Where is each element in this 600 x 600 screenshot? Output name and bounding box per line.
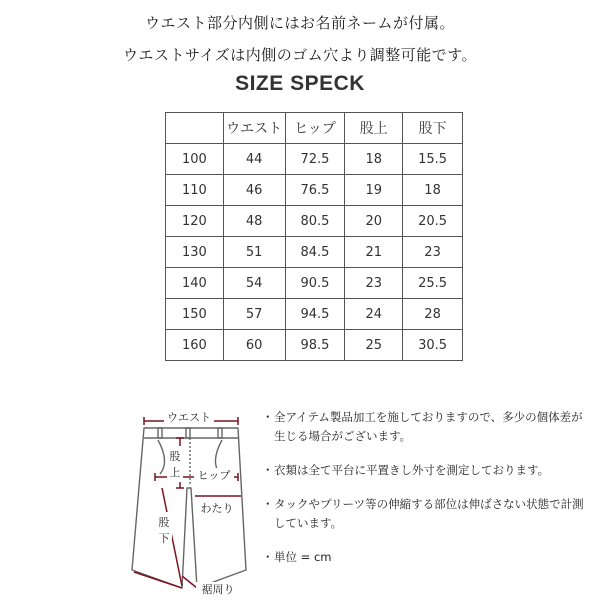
table-row [166, 237, 463, 268]
cell-waist: 57 [223, 299, 285, 330]
bullet-icon: ・ [262, 550, 274, 564]
label-rise-bottom: 上 [169, 466, 181, 479]
bullet-icon: ・ [262, 463, 274, 477]
label-inseam-top: 股 [158, 516, 170, 529]
cell-hip: 90.5 [285, 268, 345, 299]
cell-waist: 60 [223, 330, 285, 361]
cell-size: 140 [166, 268, 224, 299]
cell-size: 130 [166, 237, 224, 268]
table-row [166, 144, 463, 175]
cell-inseam: 23 [403, 237, 463, 268]
size-spec-title: SIZE SPECK [235, 72, 365, 95]
header-hip: ヒップ [285, 113, 345, 144]
table-row [166, 299, 463, 330]
cell-waist: 46 [223, 175, 285, 206]
label-hem: 裾周り [201, 583, 235, 596]
cell-waist: 44 [223, 144, 285, 175]
label-thigh: わたり [200, 502, 234, 515]
shorts-measurement-diagram [110, 402, 270, 598]
cell-waist: 54 [223, 268, 285, 299]
table-row [166, 175, 463, 206]
cell-rise: 19 [345, 175, 403, 206]
cell-rise: 21 [345, 237, 403, 268]
cell-hip: 98.5 [285, 330, 345, 361]
header-rise: 股上 [345, 113, 403, 144]
label-inseam-bottom: 下 [158, 532, 170, 545]
bullet-icon: ・ [262, 497, 274, 511]
header-inseam: 股下 [403, 113, 463, 144]
cell-inseam: 25.5 [403, 268, 463, 299]
cell-waist: 48 [223, 206, 285, 237]
header-size [166, 113, 224, 144]
note-item [262, 408, 592, 446]
cell-size: 120 [166, 206, 224, 237]
notes-list [262, 408, 592, 582]
label-waist: ウエスト [167, 411, 211, 424]
cell-rise: 23 [345, 268, 403, 299]
table-header-row [166, 113, 463, 144]
cell-size: 100 [166, 144, 224, 175]
cell-inseam: 30.5 [403, 330, 463, 361]
note-unit [262, 548, 592, 567]
cell-hip: 84.5 [285, 237, 345, 268]
note-item [262, 495, 592, 533]
table-row [166, 206, 463, 237]
cell-hip: 80.5 [285, 206, 345, 237]
cell-inseam: 15.5 [403, 144, 463, 175]
size-table [165, 112, 463, 361]
intro-line-1: ウエスト部分内側にはお名前ネームが付属。 [144, 14, 455, 32]
cell-size: 110 [166, 175, 224, 206]
cell-rise: 24 [345, 299, 403, 330]
cell-hip: 94.5 [285, 299, 345, 330]
cell-size: 150 [166, 299, 224, 330]
table-row [166, 268, 463, 299]
intro-line-2: ウエストサイズは内側のゴム穴より調整可能です。 [122, 46, 478, 64]
cell-size: 160 [166, 330, 224, 361]
cell-waist: 51 [223, 237, 285, 268]
cell-inseam: 20.5 [403, 206, 463, 237]
cell-inseam: 28 [403, 299, 463, 330]
cell-rise: 20 [345, 206, 403, 237]
note-text: タックやプリーツ等の伸縮する部位は伸ばさない状態で計測しています。 [274, 497, 584, 530]
note-text: 全アイテム製品加工を施しておりますので、多少の個体差が生じる場合がございます。 [274, 410, 583, 443]
label-hip: ヒップ [197, 469, 231, 482]
table-row [166, 330, 463, 361]
label-rise-top: 股 [169, 450, 181, 463]
cell-hip: 72.5 [285, 144, 345, 175]
note-text: 衣類は全て平台に平置きし外寸を測定しております。 [274, 463, 550, 477]
bullet-icon: ・ [262, 410, 274, 424]
cell-hip: 76.5 [285, 175, 345, 206]
cell-inseam: 18 [403, 175, 463, 206]
cell-rise: 18 [345, 144, 403, 175]
cell-rise: 25 [345, 330, 403, 361]
unit-text: 単位 = cm [274, 550, 332, 564]
note-item [262, 461, 592, 480]
header-waist: ウエスト [223, 113, 285, 144]
